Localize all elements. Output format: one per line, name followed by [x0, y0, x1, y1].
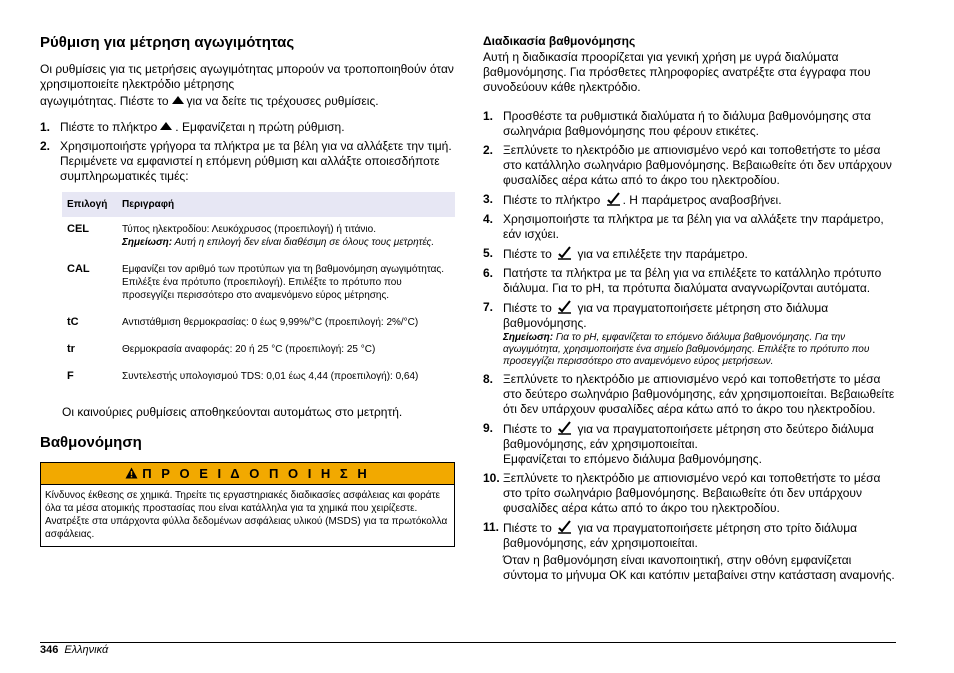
enter-check-icon [557, 421, 572, 435]
step-number: 1. [483, 109, 494, 123]
list-item [483, 300, 898, 368]
table-cell-option: CEL [67, 223, 89, 235]
warning-header [41, 463, 454, 485]
list-item [483, 520, 898, 583]
warning-box [40, 462, 455, 547]
settings-table [62, 192, 455, 391]
intro-text [40, 62, 455, 109]
enter-check-icon [557, 246, 572, 260]
step-text: για να επιλέξετε την παράμετρο. [577, 247, 748, 261]
cell-note [122, 237, 450, 249]
step-text: Ξεπλύνετε το ηλεκτρόδιο με απιονισμένο νερό και τοποθετήστε το μέσα στο κατάλληλο σωληνάριο βαθμονόμησης. Βεβαιωθείτε ότι δεν υπάρχουν φυσαλίδες αέρα κάτω από το άκρο του ηλεκτροδίου. [503, 143, 892, 187]
list-item [40, 139, 455, 184]
table-row [62, 337, 455, 364]
table-row [62, 217, 455, 257]
step-number: 2. [40, 139, 51, 153]
step-number: 5. [483, 246, 494, 260]
table-header-description: Περιγραφή [117, 192, 455, 217]
intro-line2 [40, 94, 455, 109]
step-text: Πιέστε το πλήκτρο [503, 193, 601, 207]
step-number: 3. [483, 192, 494, 206]
step-text: Χρησιμοποιήστε τα πλήκτρα με τα βέλη για να αλλάξετε την παράμετρο, εάν ισχύει. [503, 212, 884, 241]
list-item [483, 143, 898, 188]
table-cell-option: CAL [67, 263, 90, 275]
right-column [483, 34, 898, 587]
step-text: Πιέστε το [503, 247, 552, 261]
table-cell-description: Αντιστάθμιση θερμοκρασίας: 0 έως 9,99%/°C (προεπιλογή: 2%/°C) [122, 317, 419, 328]
page-number: 346 [40, 644, 59, 656]
step-text: Πατήστε τα πλήκτρα με τα βέλη για να επιλέξετε το κατάλληλο πρότυπο διάλυμα. Για το pH, τα πρότυπα διαλύματα αναγνωρίζονται αυτόματα. [503, 266, 882, 295]
table-cell-description: Συντελεστής υπολογισμού TDS: 0,01 έως 4,44 (προεπιλογή): 0,64) [122, 371, 419, 382]
cell-text: Τύπος ηλεκτροδίου: Λευκόχρυσος (προεπιλογή) ή τιτάνιο. [122, 224, 376, 235]
section-title-conductivity-settings: Ρύθμιση για μέτρηση αγωγιμότητας [40, 34, 295, 51]
step-text: Πιέστε το [503, 521, 552, 535]
table-row [62, 257, 455, 310]
step-text: Χρησιμοποιήστε γρήγορα τα πλήκτρα με τα βέλη για να αλλάξετε την τιμή. Περιμένετε να εμφανιστεί η επόμενη ρύθμιση και αλλάξτε οποιεσδήποτε συμπληρωματικές τιμές: [60, 139, 452, 183]
step-number: 2. [483, 143, 494, 157]
list-item [483, 246, 898, 262]
left-column [40, 34, 455, 547]
table-cell-description: Θερμοκρασία αναφοράς: 20 ή 25 °C (προεπιλογή: 25 °C) [122, 344, 376, 355]
table-cell-description: Εμφανίζει τον αριθμό των προτύπων για τη βαθμονόμηση αγωγιμότητας. Επιλέξτε ένα πρότυπο (προεπιλογή). Επιλέξτε το πρότυπο που προσεγγίζει περισσότερο στο αναμενόμενο εύρος μέτρησης. [122, 264, 445, 301]
note-text: Αυτή η επιλογή δεν είναι διαθέσιμη σε όλους τους μετρητές. [174, 237, 435, 248]
intro-line2-part1: αγωγιμότητας. Πιέστε το [40, 94, 169, 108]
warning-triangle-icon [125, 467, 138, 479]
step-text: Προσθέστε τα ρυθμιστικά διαλύματα ή το διάλυμα βαθμονόμησης στα σωληνάρια βαθμονόμησης που φέρουν ετικέτες. [503, 109, 871, 138]
note-label: Σημείωση: [503, 332, 554, 343]
step-text: Πιέστε το [503, 301, 552, 315]
section-title-calibration: Βαθμονόμηση [40, 434, 142, 451]
settings-steps [40, 120, 455, 184]
warning-title: Π Ρ Ο Ε Ι Δ Ο Π Ο Ι Η Σ Η [142, 466, 370, 481]
after-table-text: Οι καινούριες ρυθμίσεις αποθηκεύονται αυτομάτως στο μετρητή. [62, 405, 403, 419]
list-item [40, 120, 455, 135]
table-row [62, 364, 455, 391]
step-note [503, 332, 898, 368]
table-cell-option: tr [67, 343, 75, 355]
table-row [62, 310, 455, 337]
step-text: Ξεπλύνετε το ηλεκτρόδιο με απιονισμένο νερό και τοποθετήστε το μέσα στο τρίτο σωληνάριο βαθμονόμησης. Βεβαιωθείτε ότι δεν υπάρχουν φυσαλίδες αέρα κάτω από το άκρο του ηλεκτροδίου. [503, 471, 881, 515]
step-text: για να πραγματοποιήσετε μέτρηση στο τρίτο διάλυμα βαθμονόμησης, εάν χρησιμοποιείται. [503, 521, 858, 550]
page-footer [40, 643, 108, 658]
table-cell-description [117, 217, 455, 257]
enter-check-icon [557, 300, 572, 314]
list-item [483, 109, 898, 139]
step-number: 1. [40, 120, 51, 134]
step-result-text: Εμφανίζεται το επόμενο διάλυμα βαθμονόμησης. [503, 452, 762, 466]
step-number: 4. [483, 212, 494, 226]
step-number: 9. [483, 421, 494, 435]
procedure-intro: Αυτή η διαδικασία προορίζεται για γενική χρήση με υγρά διαλύματα βαθμονόμησης. Για πρόσθετες πληροφορίες ανατρέξτε στα έγγραφα που συνοδεύουν κάθε ηλεκτρόδιο. [483, 50, 871, 94]
footer-divider [40, 642, 896, 643]
warning-body: Κίνδυνος έκθεσης σε χημικά. Τηρείτε τις εργαστηριακές διαδικασίες ασφάλειας και φοράτε όλα τα μέσα ατομικής προστασίας που είναι κατάλληλα για τα χημικά που χειρίζεστε. Ανατρέξτε στα υπάρχοντα φύλλα δεδομένων ασφάλειας υλικού (MSDS) για τα πρωτόκολλα ασφάλειας. [45, 490, 448, 540]
enter-check-icon [606, 192, 621, 206]
list-item [483, 372, 898, 417]
list-item [483, 266, 898, 296]
note-text: Για το pH, εμφανίζεται το επόμενο διάλυμα βαθμονόμησης. Για την αγωγιμότητα, χρησιμοποιήστε ένα σημείο βαθμονόμησης. Επιλέξτε το πρότυπο που προσεγγίζει περισσότερο στο αναμενόμενο εύρος μετρήσεων. [503, 332, 870, 367]
step-text: Ξεπλύνετε το ηλεκτρόδιο με απιονισμένο νερό και τοποθετήστε το μέσα στο δεύτερο σωληνάριο βαθμονόμησης, εάν χρησιμοποιείται. Βεβαιωθείτε ότι δεν υπάρχουν φυσαλίδες αέρα κάτω από το άκρο του ηλεκτροδίου. [503, 372, 895, 416]
list-item [483, 421, 898, 467]
list-item [483, 212, 898, 242]
up-arrow-icon [160, 122, 172, 130]
step-number: 6. [483, 266, 494, 280]
list-item [483, 192, 898, 208]
step-number: 10. [483, 471, 500, 485]
footer-language: Ελληνικά [64, 644, 109, 656]
step-number: 11. [483, 520, 500, 534]
step-result-text: Όταν η βαθμονόμηση είναι ικανοποιητική, στην οθόνη εμφανίζεται σύντομα το μήνυμα OK και κατόπιν μεταβαίνει στην κατάσταση αναμονής. [503, 553, 895, 582]
section-title-calibration-procedure: Διαδικασία βαθμονόμησης [483, 34, 636, 48]
enter-check-icon [557, 520, 572, 534]
step-text: για να πραγματοποιήσετε μέτρηση στο διάλυμα βαθμονόμησης. [503, 301, 829, 330]
up-arrow-icon [172, 96, 184, 104]
note-label: Σημείωση: [122, 237, 173, 248]
table-header-row [62, 192, 455, 217]
list-item [483, 471, 898, 516]
step-text: Πιέστε το [503, 422, 552, 436]
step-number: 8. [483, 372, 494, 386]
step-text: Πιέστε το πλήκτρο [60, 120, 158, 134]
table-cell-option: tC [67, 316, 79, 328]
step-text: για να πραγματοποιήσετε μέτρηση στο δεύτερο διάλυμα βαθμονόμησης, εάν χρησιμοποιείται. [503, 422, 874, 451]
step-number: 7. [483, 300, 494, 314]
table-header-option: Επιλογή [62, 192, 117, 217]
table-cell-option: F [67, 370, 74, 382]
step-text: . Εμφανίζεται η πρώτη ρύθμιση. [175, 120, 345, 134]
intro-line2-part2: για να δείτε τις τρέχουσες ρυθμίσεις. [186, 94, 379, 108]
intro-line1: Οι ρυθμίσεις για τις μετρήσεις αγωγιμότητας μπορούν να τροποποιηθούν όταν χρησιμοποιείτε ηλεκτρόδιο μέτρησης [40, 62, 454, 91]
calibration-steps [483, 109, 898, 583]
step-text: . Η παράμετρος αναβοσβήνει. [622, 193, 782, 207]
